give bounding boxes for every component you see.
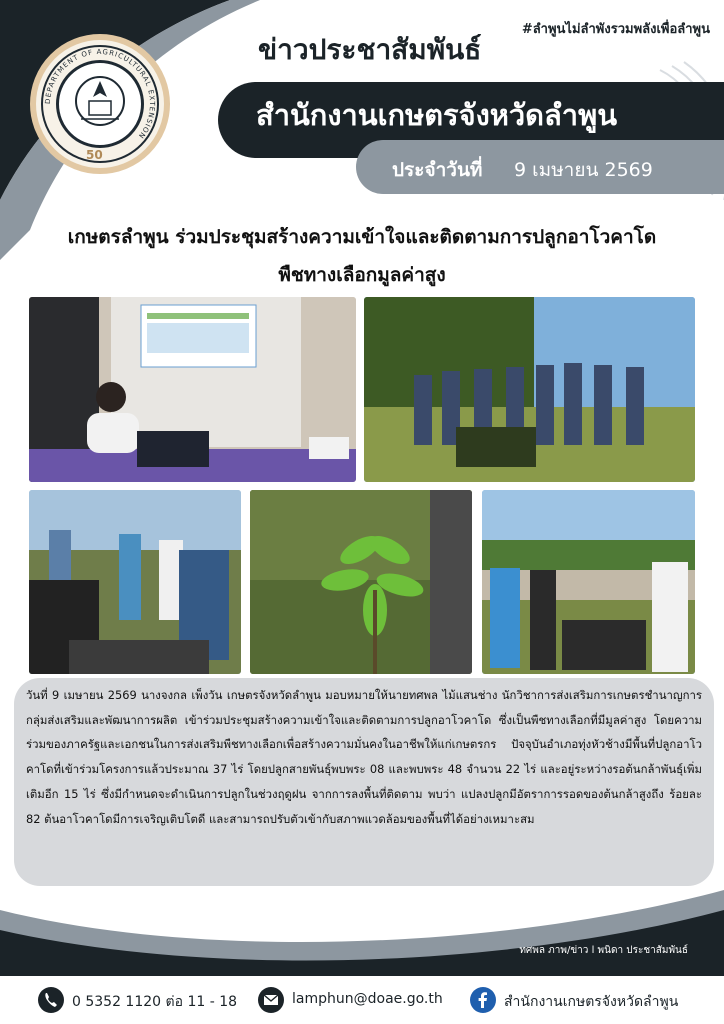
date-label: ประจำวันที่ <box>392 159 483 181</box>
facebook-icon <box>470 987 496 1013</box>
photo-meeting-presenter <box>29 297 356 482</box>
photo-avocado-seedling <box>250 490 472 674</box>
photo-group-field <box>364 297 695 482</box>
date-value: 9 เมษายน 2569 <box>514 159 653 181</box>
mail-icon <box>258 987 284 1013</box>
photo-inspection <box>29 490 241 674</box>
news-title: ข่าวประชาสัมพันธ์ <box>258 33 482 66</box>
footer-phone[interactable]: 0 5352 1120 ต่อ 11 - 18 <box>72 994 238 1010</box>
headline-line-2: พืชทางเลือกมูลค่าสูง <box>278 264 446 286</box>
logo-emblem <box>56 60 144 148</box>
photo-news-credit: ทศพล ภาพ/ข่าว l พนิดา ประชาสัมพันธ์ <box>519 945 688 956</box>
headline-line-1: เกษตรลำพูน ร่วมประชุมสร้างความเข้าใจและติดตามการปลูกอาโวคาโด <box>67 226 657 248</box>
bottom-wave <box>0 870 724 980</box>
photo-orchard-visit <box>482 490 695 674</box>
footer-email[interactable]: lamphun@doae.go.th <box>292 991 443 1007</box>
hashtag-tagline: #ลำพูนไม่ลำพังรวมพลังเพื่อลำพูน <box>521 22 710 37</box>
logo-ring-text: DEPARTMENT OF AGRICULTURAL EXTENSION <box>43 47 157 141</box>
footer-facebook[interactable]: สำนักงานเกษตรจังหวัดลำพูน <box>504 994 679 1010</box>
phone-icon <box>38 987 64 1013</box>
department-logo <box>30 34 170 174</box>
office-title: สำนักงานเกษตรจังหวัดลำพูน <box>256 98 618 132</box>
article-body: วันที่ 9 เมษายน 2569 นางจงกล เพ็งวัน เกษตรจังหวัดลำพูน มอบหมายให้นายทศพล ไม้แสนช่าง นักวิชาการส่งเสริมการเกษตรชำนาญการ กลุ่มส่งเสริมและพัฒนาการผลิต เข้าร่วมประชุมสร้างความเข้าใจและติดตามการปลูกอาโวคาโด ซึ่งเป็นพืชทางเลือกที่มีมูลค่าสูง โดยความร่วมของภาครัฐและเอกชนในการส่งเสริมพืชทางเลือกเพื่อสร้างความมั่นคงในอาชีพให้แก่เกษตรกร ปัจจุบันอำเภอทุ่งหัวช้างมีพื้นที่ปลูกอาโวคาโดที่เข้าร่วมโครงการแล้วประมาณ 37 ไร่ โดยปลูกสายพันธุ์พบพระ 08 และพบพระ 48 จำนวน 22 ไร่ และอยู่ระหว่างรอต้นกล้าพันธุ์เพิ่มเติมอีก 15 ไร่ ซึ่งมีกำหนดจะดำเนินการปลูกในช่วงฤดูฝน จากการลงพื้นที่ติดตาม พบว่า แปลงปลูกมีอัตราการรอดของต้นกล้าสูงถึง ร้อยละ 82 ต้นอาโวคาโดมีการเจริญเติบโตดี และสามารถปรับตัวเข้ากับสภาพแวดล้อมของพื้นที่ได้อย่างเหมาะสม <box>26 688 702 826</box>
logo-badge: 50 <box>86 148 103 162</box>
